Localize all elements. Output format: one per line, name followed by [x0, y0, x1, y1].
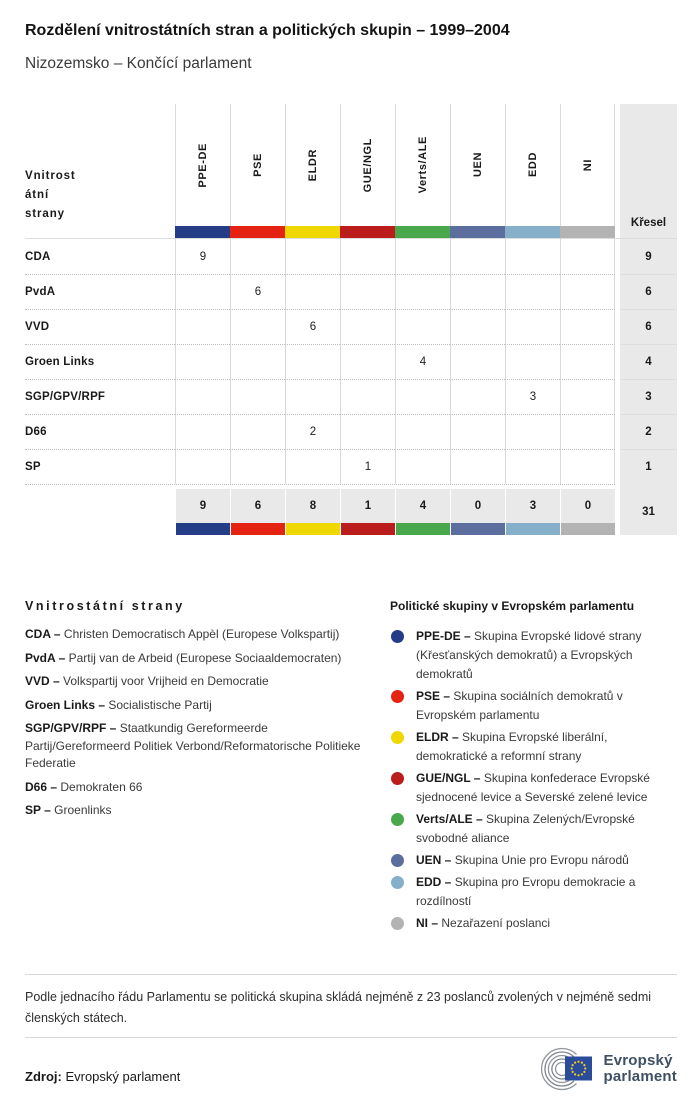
column-header-seats: Křesel — [620, 104, 677, 238]
column-header-gue-ngl: GUE/NGL — [340, 104, 395, 226]
seat-cell — [230, 414, 285, 449]
seat-cell — [230, 239, 285, 274]
group-color-bar — [395, 226, 450, 238]
column-header-edd: EDD — [505, 104, 560, 226]
table-row-pvda — [25, 274, 677, 309]
seat-cell — [175, 344, 230, 379]
party-label: VVD — [25, 309, 175, 344]
column-header-eldr: ELDR — [285, 104, 340, 226]
legend-groups-heading: Politické skupiny v Evropském parlamentu — [390, 599, 635, 613]
seat-cell — [450, 379, 505, 414]
seat-cell: 9 — [175, 239, 230, 274]
row-group-header — [25, 104, 175, 238]
group-color-bar — [285, 226, 340, 238]
seat-cell — [340, 344, 395, 379]
seat-cell: 3 — [505, 379, 560, 414]
seats-total-cell: 6 — [620, 309, 677, 344]
ep-logo-text: Evropský parlament — [603, 1052, 677, 1085]
group-definition: ELDR – Skupina Evropské liberální, demokratické a reformní strany — [390, 728, 677, 766]
totals-label-spacer — [25, 489, 175, 535]
table-row-sp — [25, 449, 677, 484]
page — [0, 20, 700, 1092]
source-line: Zdroj: Evropský parlament — [25, 1069, 181, 1084]
legends — [25, 599, 677, 936]
eu-flag — [565, 1057, 592, 1081]
seat-cell — [395, 274, 450, 309]
seats-total-cell: 3 — [620, 379, 677, 414]
group-color-bar — [341, 523, 395, 535]
party-label: PvdA — [25, 274, 175, 309]
column-header-verts-ale: Verts/ALE — [395, 104, 450, 226]
group-color-dot — [391, 876, 404, 889]
seat-cell — [505, 274, 560, 309]
group-color-dot — [391, 854, 404, 867]
totals-cell: 0 — [560, 489, 615, 535]
grand-total-cell: 31 — [620, 489, 677, 535]
seat-cell — [560, 379, 615, 414]
seat-cell — [395, 379, 450, 414]
party-label: Groen Links — [25, 344, 175, 379]
seats-total-cell: 9 — [620, 239, 677, 274]
seat-cell — [560, 414, 615, 449]
seat-cell — [340, 379, 395, 414]
party-definition: CDA – Christen Democratisch Appèl (Europese Volkspartij) — [25, 627, 340, 641]
seat-cell — [230, 344, 285, 379]
totals-cell: 4 — [395, 489, 450, 535]
seat-cell — [560, 239, 615, 274]
group-color-bar — [286, 523, 340, 535]
legend-parties-heading: Vnitrostátní strany — [25, 599, 185, 613]
seat-cell — [450, 449, 505, 484]
seat-cell — [395, 309, 450, 344]
seat-cell — [395, 414, 450, 449]
seat-cell: 4 — [395, 344, 450, 379]
seat-cell — [175, 449, 230, 484]
seat-cell — [505, 344, 560, 379]
legend-political-groups — [373, 599, 677, 936]
totals-cell: 8 — [285, 489, 340, 535]
seat-cell — [285, 239, 340, 274]
row-group-header-line: Vnitrost — [25, 170, 76, 182]
divider — [25, 974, 677, 975]
party-definition: SP – Groenlinks — [25, 803, 112, 817]
ep-logo — [531, 1046, 678, 1092]
seat-cell — [230, 379, 285, 414]
table-row-d66 — [25, 414, 677, 449]
table-row-sgp-gpv-rpf — [25, 379, 677, 414]
seat-cell — [340, 239, 395, 274]
seat-cell — [285, 449, 340, 484]
group-color-bar — [230, 226, 285, 238]
table-row-cda — [25, 239, 677, 274]
totals-cell: 9 — [175, 489, 230, 535]
group-color-dot — [391, 690, 404, 703]
divider — [25, 1037, 677, 1038]
seats-total-cell: 4 — [620, 344, 677, 379]
seat-cell — [395, 239, 450, 274]
seat-cell — [175, 274, 230, 309]
row-group-header-line: strany — [25, 208, 65, 220]
seats-table — [25, 104, 677, 535]
seat-cell — [450, 414, 505, 449]
seat-cell — [395, 449, 450, 484]
seat-cell — [340, 274, 395, 309]
seat-cell — [560, 344, 615, 379]
party-definition: PvdA – Partij van de Arbeid (Europese Sociaaldemocraten) — [25, 650, 342, 665]
seats-total-cell: 1 — [620, 449, 677, 484]
seat-cell — [560, 309, 615, 344]
party-definition: VVD – Volkspartij voor Vrijheid en Democratie — [25, 674, 269, 688]
seat-cell: 2 — [285, 414, 340, 449]
seat-cell — [505, 449, 560, 484]
column-header-pse: PSE — [230, 104, 285, 226]
seat-cell — [505, 309, 560, 344]
group-color-bar — [506, 523, 560, 535]
party-definition: D66 – Demokraten 66 — [25, 779, 143, 794]
group-color-bar — [396, 523, 450, 535]
group-color-dot — [391, 813, 404, 826]
footnote: Podle jednacího řádu Parlamentu se politická skupina skládá nejméně z 23 poslanců zvolených v nejméně sedmi členských státech. — [25, 990, 652, 1025]
group-definition: UEN – Skupina Unie pro Evropu národů — [390, 851, 677, 870]
seat-cell — [450, 309, 505, 344]
table-row-vvd — [25, 309, 677, 344]
ep-hemicycle-icon — [531, 1046, 595, 1092]
seat-cell — [340, 414, 395, 449]
totals-cell: 1 — [340, 489, 395, 535]
group-definition: PPE-DE – Skupina Evropské lidové strany (Křesťanských demokratů) a Evropských demokratů — [390, 627, 677, 684]
seat-cell — [560, 274, 615, 309]
table-row-groen-links — [25, 344, 677, 379]
group-definition: NI – Nezařazení poslanci — [390, 914, 677, 933]
party-label: SP — [25, 449, 175, 484]
seat-cell — [230, 309, 285, 344]
page-title: Rozdělení vnitrostátních stran a politických skupin – 1999–2004 — [25, 22, 510, 39]
group-color-bar — [451, 523, 505, 535]
seat-cell — [230, 449, 285, 484]
seat-cell — [175, 379, 230, 414]
seat-cell — [340, 309, 395, 344]
group-color-dot — [391, 731, 404, 744]
seat-cell — [505, 239, 560, 274]
seat-cell — [175, 309, 230, 344]
party-label: CDA — [25, 250, 51, 263]
group-color-bar — [561, 523, 615, 535]
table-header-row — [25, 104, 677, 239]
group-color-dot — [391, 630, 404, 643]
group-color-bar — [505, 226, 560, 238]
group-color-bar — [340, 226, 395, 238]
party-definition: SGP/GPV/RPF – Staatkundig Gereformeerde Partij/Gereformeerd Politiek Verbond/Reformatorische Politieke Federatie — [25, 721, 361, 770]
row-group-header-line: átní — [25, 189, 50, 201]
seat-cell — [560, 449, 615, 484]
seat-cell — [175, 414, 230, 449]
column-header-ni: NI — [560, 104, 615, 226]
seat-cell — [505, 414, 560, 449]
group-definition: GUE/NGL – Skupina konfederace Evropské sjednocené levice a Severské zelené levice — [390, 769, 677, 807]
seat-cell — [285, 274, 340, 309]
party-label: SGP/GPV/RPF — [25, 379, 175, 414]
footer — [25, 1046, 677, 1092]
group-color-dot — [391, 917, 404, 930]
seat-cell — [450, 344, 505, 379]
group-definition: EDD – Skupina pro Evropu demokracie a rozdílností — [390, 873, 677, 911]
group-color-bar — [175, 226, 230, 238]
seat-cell — [450, 239, 505, 274]
totals-row — [25, 489, 677, 535]
group-color-dot — [391, 772, 404, 785]
group-color-bar — [176, 523, 230, 535]
seat-cell: 6 — [230, 274, 285, 309]
legend-national-parties — [25, 599, 373, 936]
seat-cell — [285, 344, 340, 379]
totals-cell: 3 — [505, 489, 560, 535]
group-color-bar — [450, 226, 505, 238]
seat-cell: 1 — [340, 449, 395, 484]
seat-cell: 6 — [285, 309, 340, 344]
seats-total-cell: 2 — [620, 414, 677, 449]
group-definition: Verts/ALE – Skupina Zelených/Evropské svobodné aliance — [390, 810, 677, 848]
column-header-ppe-de: PPE-DE — [175, 104, 230, 226]
party-definition: Groen Links – Socialistische Partij — [25, 697, 212, 712]
seats-total-cell: 6 — [620, 274, 677, 309]
column-header-uen: UEN — [450, 104, 505, 226]
totals-cell: 6 — [230, 489, 285, 535]
group-color-bar — [231, 523, 285, 535]
group-color-bar — [560, 226, 615, 238]
group-definition: PSE – Skupina sociálních demokratů v Evropském parlamentu — [390, 687, 677, 725]
page-subtitle: Nizozemsko – Končící parlament — [25, 55, 252, 72]
totals-cell: 0 — [450, 489, 505, 535]
seat-cell — [450, 274, 505, 309]
party-label: D66 — [25, 414, 175, 449]
seat-cell — [285, 379, 340, 414]
